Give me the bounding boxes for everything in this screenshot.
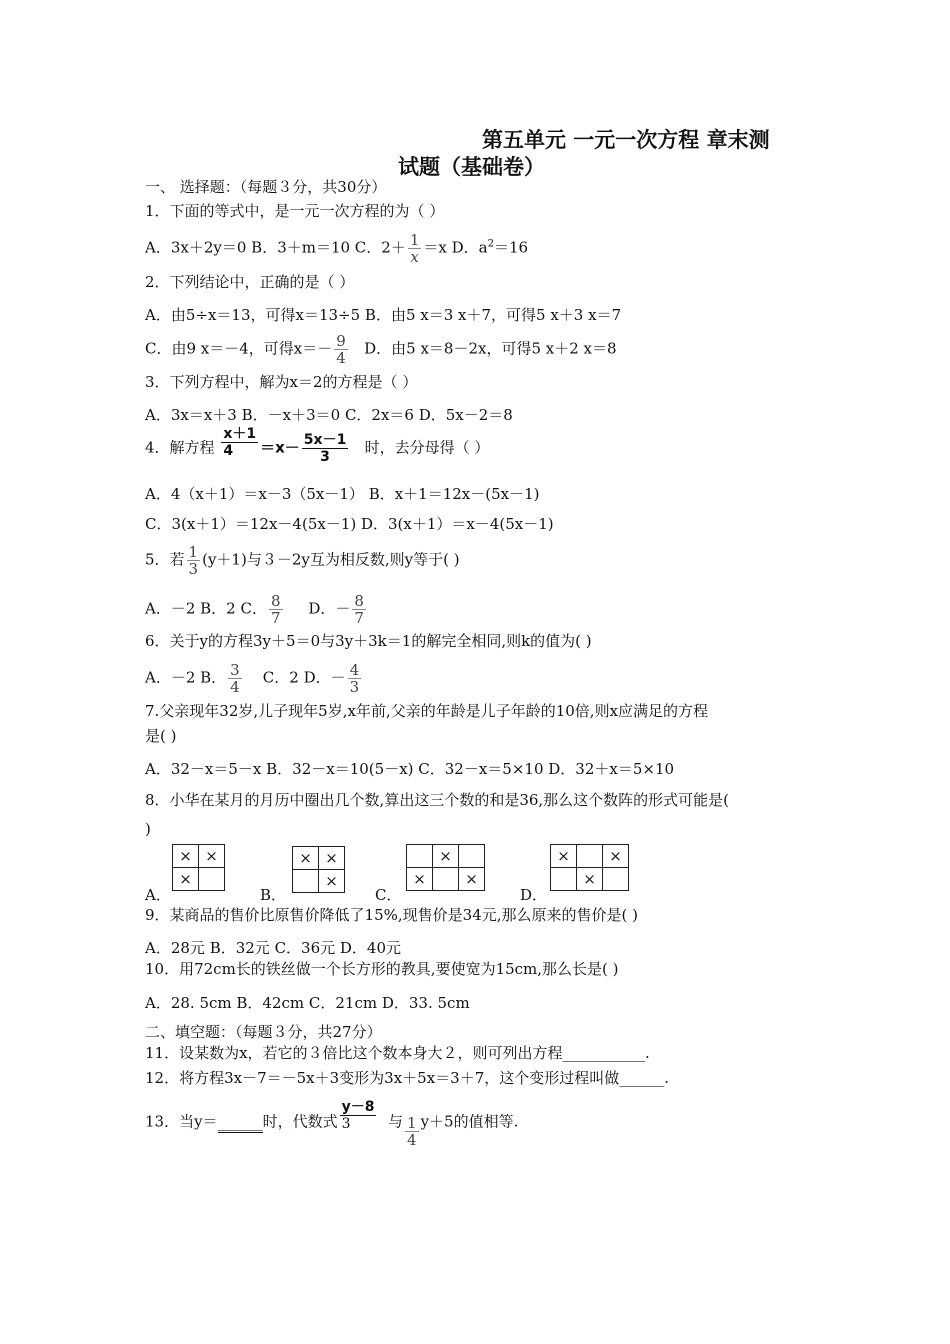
q2-opt-d: D．由5 x＝8－2x，可得5 x＋2 x＝8 bbox=[364, 339, 617, 358]
question-9-options: A．28元 B．32元 C．36元 D．40元 bbox=[145, 939, 402, 957]
question-4-options-ab: A．4（x＋1）＝x－3（5x－1） B．x＋1＝12x－(5x－1) bbox=[145, 485, 540, 503]
q5-d-fraction bbox=[352, 593, 366, 626]
question-10: 10．用72cm长的铁丝做一个长方形的教具,要使宽为15cm,那么长是( ) bbox=[145, 960, 619, 978]
q5-fraction bbox=[187, 544, 201, 577]
calendar-cell bbox=[459, 845, 485, 868]
question-5 bbox=[145, 544, 460, 577]
q6-d-num: 4 bbox=[349, 661, 360, 679]
q4-pre: 4．解方程 bbox=[145, 438, 215, 457]
question-1: 1．下面的等式中，是一元一次方程的为（ ） bbox=[145, 202, 445, 220]
calendar-cell: × bbox=[319, 870, 345, 893]
q6-b-num: 3 bbox=[230, 661, 240, 679]
q1-frac-den: x bbox=[410, 248, 419, 266]
q5-post: (y＋1)与３－2y互为相反数,则y等于( ) bbox=[202, 550, 460, 569]
q8-option-d-grid bbox=[550, 844, 629, 891]
q5-c-den: 7 bbox=[270, 609, 281, 627]
calendar-cell: × bbox=[173, 868, 199, 891]
q6-opt-c: C．2 D．－ bbox=[262, 668, 346, 687]
q13-mid: 时，代数式 bbox=[262, 1112, 338, 1131]
calendar-cell: × bbox=[433, 845, 459, 868]
q13-fraction-1 bbox=[340, 1099, 377, 1132]
question-4-options-cd: C．3(x＋1）＝12x－4(5x－1) D．3(x＋1）＝x－4(5x－1) bbox=[145, 515, 554, 533]
question-2-options-cd bbox=[145, 333, 617, 366]
question-8-line1: 8．小华在某月的月历中圈出几个数,算出这三个数的和是36,那么这个数阵的形式可能是( bbox=[145, 791, 730, 809]
calendar-cell bbox=[199, 868, 225, 891]
calendar-cell: × bbox=[319, 847, 345, 870]
q4-f2-num: 5x－1 bbox=[303, 432, 347, 448]
q6-b-fraction bbox=[228, 662, 242, 695]
q4-fraction-2 bbox=[302, 432, 349, 465]
question-2-options-ab: A．由5÷x＝13，可得x＝13÷5 B．由5 x＝3 x＋7，可得5 x＋3 x＝7 bbox=[145, 306, 622, 324]
q13-f-num: y－8 bbox=[341, 1099, 375, 1115]
calendar-cell: × bbox=[551, 845, 577, 868]
q6-opt-a: A．－2 B． bbox=[145, 668, 227, 687]
q1-frac-num: 1 bbox=[409, 231, 420, 249]
calendar-cell bbox=[433, 868, 459, 891]
q5-pre: 5．若 bbox=[145, 550, 185, 569]
q8-option-a-grid bbox=[172, 844, 225, 891]
q8-option-a-label: A． bbox=[145, 886, 171, 904]
question-11: 11．设某数为x，若它的３倍比这个数本身大２，则可列出方程___________. bbox=[145, 1044, 650, 1062]
calendar-cell bbox=[603, 868, 629, 891]
q8-option-c-label: C． bbox=[375, 886, 402, 904]
question-10-options: A．28. 5cm B．42cm C．21cm D．33. 5cm bbox=[145, 994, 470, 1012]
calendar-cell bbox=[577, 845, 603, 868]
q4-post: 时，去分母得（ ） bbox=[364, 438, 490, 457]
q1-opt-c-tail: ＝x D．a bbox=[423, 238, 488, 257]
q5-opt-d: D．－ bbox=[308, 599, 351, 618]
q5-d-den: 7 bbox=[354, 609, 364, 627]
question-1-options bbox=[145, 232, 528, 265]
section2-heading: 二、填空题：（每题３分，共27分） bbox=[145, 1023, 382, 1041]
page-title-line1: 第五单元 一元一次方程 章末测 bbox=[482, 128, 770, 152]
question-9: 9．某商品的售价比原售价降低了15%,现售价是34元,那么原来的售价是( ) bbox=[145, 906, 638, 924]
q5-frac-num: 1 bbox=[188, 543, 199, 561]
question-3-options: A．3x＝x＋3 B．－x＋3＝0 C．2x＝6 D．5x－2＝8 bbox=[145, 406, 513, 424]
q2-opt-c: C．由9 x＝－4，可得x＝－ bbox=[145, 339, 333, 358]
question-2: 2．下列结论中，正确的是（ ） bbox=[145, 273, 355, 291]
q13-pre: 13．当y＝ bbox=[145, 1112, 218, 1131]
q4-f1-den: 4 bbox=[223, 443, 234, 459]
question-7-options: A．32－x＝5－x B．32－x＝10(5－x) C．32－x＝5×10 D．32＋x＝5×10 bbox=[145, 760, 675, 778]
question-6-options bbox=[145, 662, 363, 695]
calendar-cell: × bbox=[199, 845, 225, 868]
q13-g-num: 1 bbox=[407, 1114, 417, 1132]
calendar-cell: × bbox=[577, 868, 603, 891]
q1-sup: 2 bbox=[487, 238, 494, 250]
question-7-line2: 是( ) bbox=[145, 727, 177, 745]
calendar-cell bbox=[293, 870, 319, 893]
q2-frac-num: 9 bbox=[336, 332, 346, 350]
q6-d-den: 3 bbox=[349, 678, 360, 696]
q8-option-d-label: D． bbox=[520, 886, 548, 904]
calendar-cell bbox=[551, 868, 577, 891]
q13-post: y＋5的值相等. bbox=[420, 1112, 519, 1131]
q2-fraction bbox=[334, 333, 348, 366]
calendar-cell: × bbox=[293, 847, 319, 870]
q5-frac-den: 3 bbox=[188, 560, 199, 578]
q13-fraction-2 bbox=[405, 1115, 419, 1148]
q8-option-b-grid bbox=[292, 846, 345, 893]
calendar-cell: × bbox=[173, 845, 199, 868]
q5-c-num: 8 bbox=[270, 592, 281, 610]
section1-heading: 一、 选择题：（每题３分，共30分） bbox=[145, 178, 387, 196]
q6-b-den: 4 bbox=[230, 678, 240, 696]
question-13 bbox=[145, 1097, 518, 1157]
q13-with: 与 bbox=[388, 1112, 404, 1131]
q4-fraction-1 bbox=[221, 426, 258, 459]
q1-opt-d-tail: ＝16 bbox=[493, 238, 529, 257]
question-5-options bbox=[145, 593, 368, 626]
question-7-line1: 7.父亲现年32岁,儿子现年5岁,x年前,父亲的年龄是儿子年龄的10倍,则x应满足的方程 bbox=[145, 702, 709, 720]
q8-option-c-grid bbox=[406, 844, 485, 891]
q13-g-den: 4 bbox=[407, 1131, 417, 1149]
q4-f1-num: x＋1 bbox=[223, 426, 257, 442]
q1-fraction bbox=[408, 232, 422, 265]
q2-frac-den: 4 bbox=[336, 349, 346, 367]
calendar-cell: × bbox=[459, 868, 485, 891]
q6-d-fraction bbox=[348, 662, 362, 695]
question-12: 12．将方程3x－7＝－5x＋3变形为3x＋5x＝3＋7，这个变形过程叫做______. bbox=[145, 1069, 670, 1087]
q5-d-num: 8 bbox=[354, 592, 364, 610]
q13-f-den: 3 bbox=[341, 1116, 351, 1132]
q4-f2-den: 3 bbox=[320, 449, 330, 465]
calendar-cell: × bbox=[603, 845, 629, 868]
q1-opt-ab: A．3x＋2y＝0 B．3＋m＝10 C．2＋ bbox=[145, 238, 406, 257]
question-4 bbox=[145, 426, 490, 465]
q5-opt-ab: A．－2 B．2 C． bbox=[145, 599, 267, 618]
question-6: 6．关于y的方程3y＋5＝0与3y＋3k＝1的解完全相同,则k的值为( ) bbox=[145, 632, 592, 650]
question-8-line2: ) bbox=[145, 820, 151, 838]
q13-blank: ______ bbox=[217, 1112, 263, 1131]
page-title-line2: 试题（基础卷） bbox=[398, 155, 545, 179]
calendar-cell: × bbox=[407, 868, 433, 891]
calendar-cell bbox=[407, 845, 433, 868]
q5-c-fraction bbox=[269, 593, 283, 626]
q8-option-b-label: B． bbox=[260, 886, 287, 904]
q4-mid: ＝x－ bbox=[260, 438, 300, 457]
question-3: 3．下列方程中，解为x＝2的方程是（ ） bbox=[145, 373, 418, 391]
